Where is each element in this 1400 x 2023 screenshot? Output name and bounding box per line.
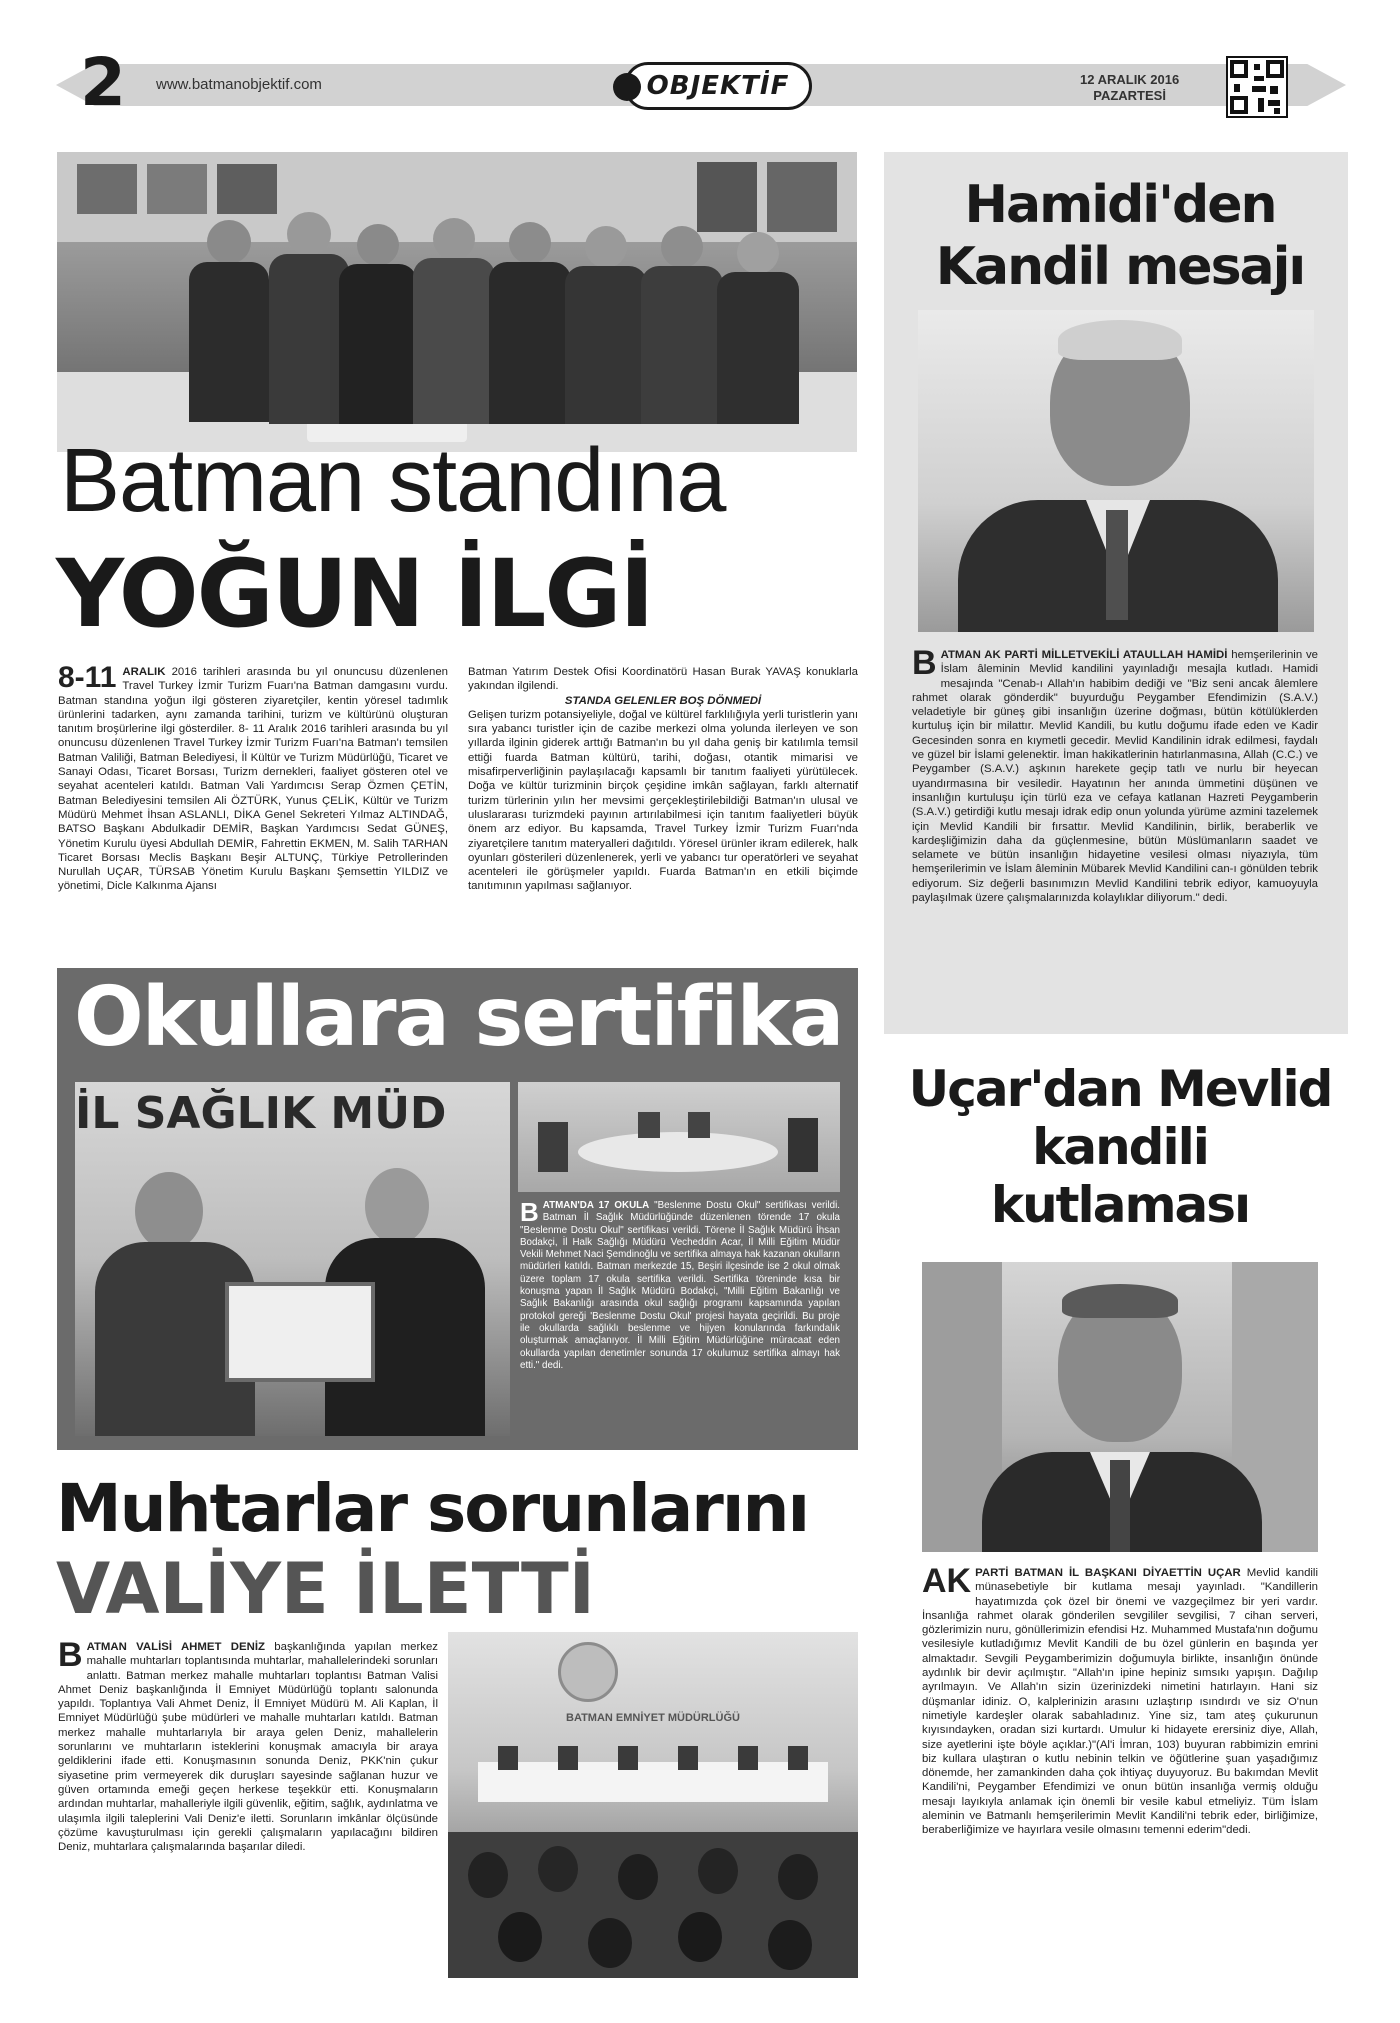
muhtarlar-meeting-photo	[448, 1632, 858, 1978]
photo-banner-text: BATMAN EMNİYET MÜDÜRLÜĞÜ	[566, 1712, 740, 1724]
muhtarlar-text	[58, 1636, 438, 1854]
hamidi-body: hemşerilerinin ve İslam âleminin Mevlid kandilini yayınladığı mesajla kutladı. Hamidi mesajında "Cenab-ı Allah'ın habibim dediği ve "Biz seni ancak âlemlere rahmet olarak gönderdik" buyurduğu Peygamber Efendimizin (S.A.V.) veladetiyle bir güneş gibi insanlığın üzerine doğması, bütün kötülüklerden kurtuluş için bir milattır. Mevlid Kandili, bu kutlu doğumu ifade eden ve Kadir Gecesinden sonra en kıymetli gecedir. Mevlid Kandilinin idrak edilmesi, faydalı ve güzel bir İslami gelenektir. İman hakikatlerinin hatırlanmasına, Allah (C.C.) ve Peygamber (S.A.V.) aşkının harekete geçip tatlı ve nurlu bir heyecan uyandırmasına bir vesiledir. Hayatının her anında ümmetini düşünen ve insanlığın kurtuluşu için türlü eza ve cefaya katlanan Hazreti Peygamberin (S.A.V.) getirdiği kutlu mesajı idrak edip onun yolunda yürüme azmini tazelemek için Mevlid Kandili bir fırsattır. Mevlid Kandilinin, birlik, beraberlik ve kardeşliğimizin daha da güçlenmesine, bütün Müslümanların saadet ve selamete ve bütün insanlığın hidayetine vesilesi olması niyazıyla, tüm hemşerilerimin ve İslam âleminin Mübarek Mevlid Kandilini can-ı gönülden tebrik ediyorum. Siz değerli basınımızın Mevlid Kandilini tebrik ediyor, kamuoyuyla paylaşılmak üzere çalışmalarınızda kolaylıklar diliyorum." dedi.	[912, 649, 1318, 905]
muhtarlar-subtitle: VALİYE İLETTİ	[56, 1548, 595, 1630]
page-header	[56, 44, 1346, 138]
hamidi-title: Hamidi'den Kandil mesajı	[935, 175, 1305, 297]
fair-group-photo	[57, 152, 857, 452]
story-text-2a: Batman Yatırım Destek Ofisi Koordinatörü Hasan Burak YAVAŞ konuklarla yakından ilgilendi.	[468, 666, 858, 693]
ucar-dropcap: AK	[922, 1562, 972, 1600]
story-title-bold: YOĞUN İLGİ	[56, 540, 653, 649]
ucar-portrait	[922, 1262, 1318, 1552]
ucar-title: Uçar'dan Mevlid kandili kutlaması	[908, 1060, 1332, 1234]
issue-date-weekday: PAZARTESİ	[1093, 88, 1166, 103]
okullar-text	[520, 1197, 840, 1372]
date-number: 8-11	[58, 661, 117, 694]
hamidi-lead: ATMAN AK PARTİ MİLLETVEKİLİ ATAULLAH HAMİDİ	[940, 649, 1228, 661]
okullar-title: Okullara sertifika	[74, 970, 843, 1065]
okullar-lead: ATMAN'DA 17 OKULA	[542, 1200, 650, 1211]
ucar-body: Mevlid kandili münasebetiyle bir kutlama mesajı yayınladı. "Kandillerin hayatımızda çok özel bir önemi ve vazgeçilmez bir yeri vardır. İnsanlığa rahmet olarak gönderilen sevgililer sevgilisi, 7 cihan serveri, gözlerimizin nuru, gönüllerimizin efendisi Hz. Muhammed Mustafa'nın doğumu vesilesiyle kutladığımız Mevlit Kandili de bu özel günlerin en başında yer almaktadır. Sevgili Peygamberimizin doğumuyla birlikte, insanlığın önünde aydınlık bir devir açılmıştır. "Allah'ın ipine hepiniz sımsıkı yapışın. Dağılıp ayrılmayın. Ve Allah'ın sizin üzerinizdeki nimetini hatırlayın. Hani siz düşmanlar idiniz. O, kalplerinizin arasını uzlaştırıp ısındırdı ve siz O'nun nimetiyle kardeşler olarak sabahladınız. Yine siz, tam ateş çukurunun kıyısındayken, oradan sizi kurtardı. Umulur ki hidayete erersiniz diye, Allah, size ayetlerini işte böyle açıklar.)"(Al'i İmran, 103) buyuran rabbimizin emrini biz kullara ulaştıran o kutlu nebinin telkin ve öğütlerine şuan yaşadığımız dönemde, her zamankinden daha çok ihtiyaç duyuyoruz. Bu bakımdan Mevlit Kandili'ni, Peygamber Efendimizi ve onun bütün insanlığa vermiş olduğu mesajı layıkıyla anlamak için önemli bir vesile kabul etmeliyiz. Tüm İslam aleminin ve Batmanlı hemşerilerimin Mevlit Kandili'ni tebrik eder, birliğimize, beraberliğimize ve hayırlara vesile olmasını temenni ederim"dedi.	[922, 1567, 1318, 1837]
muhtarlar-body: başkanlığında yapılan merkez mahalle muhtarları toplantısında muhtarlar, mahallelerindeki sorunları anlattı. Batman merkez mahalle muhtarları toplantısı Batman Valisi Ahmet Deniz başkanlığında İl Emniyet Müdürlüğü toplantı salonunda yapıldı. Toplantıya Vali Ahmet Deniz, İl Emniyet Müdürü M. Ali Kaplan, İl Emniyet Müdürlüğü şube müdürleri ve mahalle muhtarları katıldı. Batman merkez mahalle muhtarlarıyla bir araya gelen Deniz, mahallelerin sorunlarını ve muhtarların isteklerini konuşmak amacıyla bir araya geldiklerini ifade etti. Konuşmasının sonunda Deniz, PKK'nin çukur siyasetine prim vermeyerek dik duruşları sayesinde sağlanan huzur ve güven ortamında emeği geçen herkese teşekkür etti. Konuşmaların ardından muhtarlar, mahalleriyle ilgili güvenlik, eğitim, sağlık, aydınlatma ve ulaşımla ilgili taleplerini Vali Deniz'e iletti. Sorunların imkânlar ölçüsünde çözüme kavuşturulması için gerekli çalışmaların yapılacağını bildiren Deniz, muhtarlara çalışmalarında başarılar diledi.	[58, 1641, 438, 1854]
page-number: 2	[80, 44, 126, 121]
meeting-room-photo	[518, 1082, 840, 1192]
story-text: 2016 tarihleri arasında bu yıl onuncusu düzenlenen Travel Turkey İzmir Turizm Fuarı'na Batman damgasını vurdu. Batman standına yoğun ilgi gösteren ziyaretçiler, kentin yöresel tadımlık ürünlerini tadarken, aynı zamanda tarihini, turizm ve kültürünü oluşturan tanıtım broşürlerine ilgi gösterdiler. 8- 11 Aralık 2016 tarihleri arasında bu yıl onuncusu düzenlenen Travel Turkey İzmir Turizm Fuarı'na Batman'ı temsilen Batman Valiliği, Batman Belediyesi, İl Kültür ve Turizm Müdürlüğü, Ticaret ve Sanayi Odası, Ticaret Borsası, Turizm dernekleri, faaliyet gösteren otel ve seyahat acenteleri katıldı. Batman Vali Yardımcısı Serap Özmen ÇETİN, Batman Belediyesini temsilen Ali ÖZTÜRK, Yunus ÇELİK, Kültür ve Turizm Müdürü Mehmet İhsan ASLANLI, DİKA Genel Sekreteri Yılmaz ALTINDAĞ, BATSO Başkanı Abdulkadir DEMİR, Başkan Yardımcısı Sedat GÜNEŞ, Yönetim Kurulu üyesi Abdullah DEMİR, Fahrettin EKMEN, M. Salih TARHAN Ticaret Borsası Meclis Başkanı Beşir ALTUNÇ, Türkiye Petrollerinden Nurullah UÇAR, TÜRSAB Yönetim Kurulu Başkanı Şemsettin YILDIZ ve yönetimi, Dicle Kalkınma Ajansı	[58, 666, 448, 893]
photo-banner-text: İL SAĞLIK MÜD	[75, 1088, 447, 1139]
story-title-light: Batman standına	[60, 431, 726, 531]
okullar-body: "Beslenme Dostu Okul" sertifikası verildi. Batman İl Sağlık Müdürlüğünde düzenlenen törende 17 okula "Beslenme Dostu Okul" sertifikası verildi. Törene İl Sağlık Müdürü İhsan Bodakçi, İl Halk Sağlığı Müdürü Vecheddin Acar, İl Milli Eğitim Müdür Vekili Mehmet Naci Şemdinoğlu ve sertifika almaya hak kazanan okulların müdürleri katıldı. Batman merkezde 15, Beşiri ilçesinde ise 2 okul olmak üzere toplam 17 okula sertifika verildi. Sertifika töreninde kısa bir konuşma yapan İl Sağlık Müdürü Bodakçi, "Milli Eğitim Bakanlığı ve Sağlık Bakanlığı arasında okul sağlığı programı kapsamında yapılan protokol gereği 'Beslenme Dostu Okul' projesi hayata geçirildi. Bu proje ile okullarda sağlıklı beslenme ve hijyen konularında farkındalık oluşturmak amaçlanıyor. İl Milli Eğitim Müdürlüğüne müracaat eden okullarda yapılan denetimler sonunda 17 okulumuz sertifika almayı hak etti." dedi.	[520, 1200, 840, 1371]
muhtarlar-dropcap: B	[58, 1636, 83, 1674]
muhtarlar-lead: ATMAN VALİSİ AHMET DENİZ	[86, 1641, 265, 1653]
ucar-text	[922, 1562, 1318, 1838]
story-column-2	[468, 665, 858, 894]
story-text-2b: Gelişen turizm potansiyeliyle, doğal ve kültürel farklılığıyla yerli turistlerin yanı sıra yabancı turistler için de cazibe merkezi olma yolunda ilerleyen ve son yıllarda ilginin giderek arttığı Batman'ın bu yıl daha geniş bir katılımla temsil ettiği fuarda Batman kültürü, tarihi, doğası, otantik mimarisi ve misafirperverliğinin paylaşılacağı kapsamlı bir tanıtım faaliyeti yürütülecek. Doğa ve kültür turizminin birçok çeşidine imkân sağlayan, farklı alternatif turizm türlerinin yılın her mevsimi gerçekleştirilebildiği Batman'ın ulusal ve uluslararası turizmdeki payının artırılabilmesi için tanıtım faaliyetleri büyük önem arz ediyor. Bu kapsamda, Travel Turkey İzmir Turizm Fuarı'nda ziyaretçilere tanıtım materyalleri dağıtıldı. Yöresel ürünler ikram edilerek, halk oyunları gösterileri düzenlenerek, yerli ve yabancı tur operatörleri ve seyahat acenteleri ile görüşmeler yapıldı. Fuarda Batman'ın en etkili biçimde tanıtımının yapılması sağlanıyor.	[468, 708, 858, 893]
site-url[interactable]: www.batmanobjektif.com	[156, 76, 322, 93]
hamidi-text	[912, 644, 1318, 905]
okullar-dropcap: B	[520, 1197, 539, 1227]
story-column-1	[58, 661, 448, 894]
hamidi-dropcap: B	[912, 644, 937, 682]
certificate-ceremony-photo	[75, 1082, 510, 1436]
muhtarlar-title: Muhtarlar sorunlarını	[56, 1470, 809, 1547]
issue-date	[1080, 72, 1179, 104]
logo-mark-icon	[613, 73, 641, 101]
lead-strong: ARALIK	[122, 666, 166, 678]
ucar-lead: PARTİ BATMAN İL BAŞKANI DİYAETTİN UÇAR	[975, 1567, 1241, 1579]
logo-text: OBJEKTİF	[646, 71, 790, 101]
objektif-logo	[624, 62, 812, 110]
issue-date-day: 12 ARALIK 2016	[1080, 72, 1180, 87]
qr-code-icon[interactable]	[1226, 56, 1288, 118]
story-subhead: STANDA GELENLER BOŞ DÖNMEDİ	[564, 694, 762, 707]
hamidi-portrait	[918, 310, 1314, 632]
